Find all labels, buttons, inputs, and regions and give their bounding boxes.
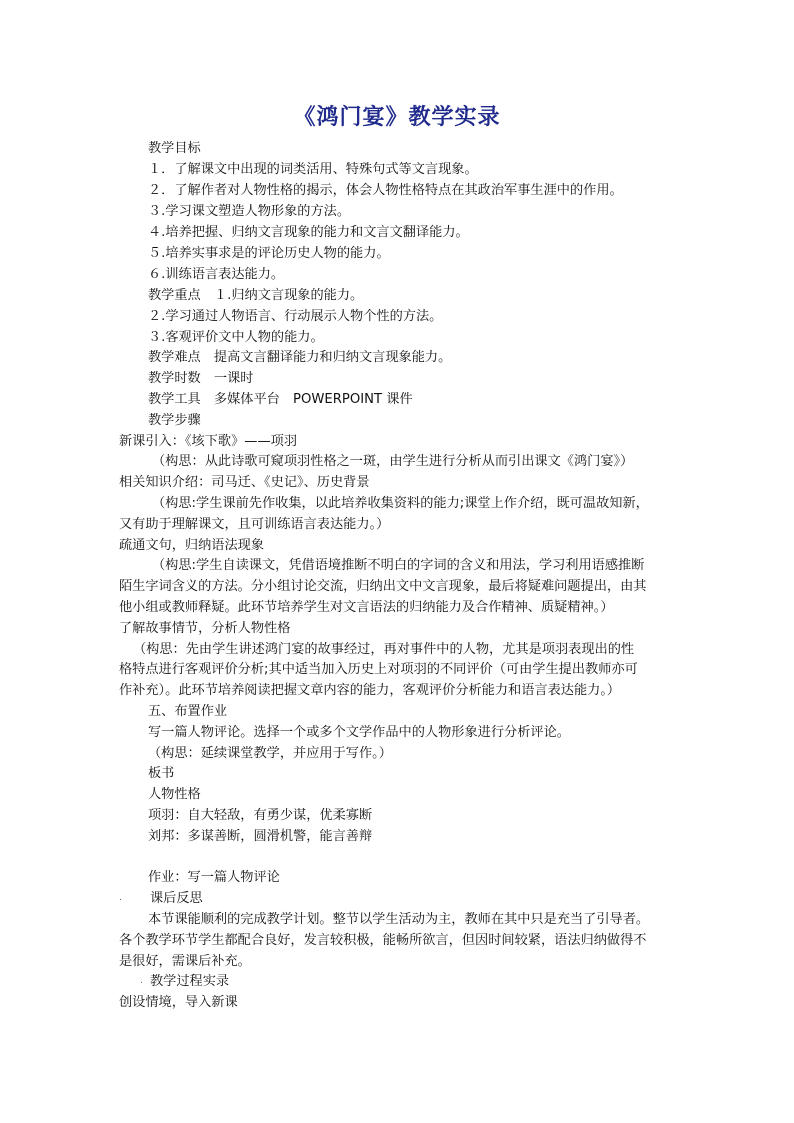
objective-item: ６.训练语言表达能力。 xyxy=(148,267,285,282)
reflection-line: 各个教学环节学生都配合良好，发言较积极，能畅所欲言，但因时间较紧，语法归纳做得不 xyxy=(119,933,647,948)
intro-note: （构思：从此诗歌可窥项羽性格之一斑，由学生进行分析从而引出课文《鸿门宴》） xyxy=(152,454,634,469)
focus-line: ２.学习通过人物语言、行动展示人物个性的方法。 xyxy=(148,309,443,324)
text-study-heading: 疏通文句，归纳语法现象 xyxy=(119,538,265,553)
document-title: 《鸿门宴》教学实录 xyxy=(293,104,501,130)
homework-note: （构思：延续课堂教学，并应用于写作。） xyxy=(148,746,392,761)
background-note-line: 又有助于理解课文，且可训练语言表达能力。） xyxy=(119,517,390,532)
homework-heading: 五、布置作业 xyxy=(148,704,228,719)
record-first-line: 创设情境，导入新课 xyxy=(119,995,238,1010)
intro-heading: 新课引入：《垓下歌》——项羽 xyxy=(119,434,298,449)
focus-line: 教学重点 １.归纳文言现象的能力。 xyxy=(148,288,364,303)
objective-item: ４.培养把握、归纳文言现象的能力和文言文翻译能力。 xyxy=(148,225,469,240)
objectives-heading: 教学目标 xyxy=(148,141,201,156)
board-heading: 板书 xyxy=(148,766,175,781)
board-liubang: 刘邦：多谋善断，圆滑机警，能言善辩 xyxy=(148,829,373,844)
text-study-note-line: 他小组或教师释疑。此环节培养学生对文言语法的归纳能力及合作精神、质疑精神。） xyxy=(119,600,614,615)
story-heading: 了解故事情节，分析人物性格 xyxy=(119,621,291,636)
board-assignment: 作业：写一篇人物评论 xyxy=(148,870,280,885)
background-heading: 相关知识介绍：司马迁、《史记》、历史背景 xyxy=(119,475,370,490)
difficulty-line: 教学难点 提高文言翻译能力和归纳文言现象能力。 xyxy=(148,350,452,365)
story-note-line: 格特点进行客观评价分析;其中适当加入历史上对项羽的不同评价（可由学生提出教师亦可 xyxy=(119,662,638,677)
story-note-line: （构思：先由学生讲述鸿门宴的故事经过，再对事件中的人物，尤其是项羽表现出的性 xyxy=(133,642,635,657)
board-xiangyu: 项羽：自大轻敌，有勇少谋，优柔寡断 xyxy=(148,808,373,823)
objective-item: ２．了解作者对人物性格的揭示，体会人物性格特点在其政治军事生涯中的作用。 xyxy=(148,183,623,198)
homework-task: 写一篇人物评论。选择一个或多个文学作品中的人物形象进行分析评论。 xyxy=(148,725,570,740)
bullet-mark: . xyxy=(140,976,143,986)
objective-item: ５.培养实事求是的评论历史人物的能力。 xyxy=(148,246,390,261)
text-study-note-line: 陌生字词含义的方法。分小组讨论交流，归纳出文中文言现象，最后将疑难问题提出，由其 xyxy=(119,579,647,594)
objective-item: ３.学习课文塑造人物形象的方法。 xyxy=(148,204,351,219)
bullet-mark: . xyxy=(119,893,122,903)
reflection-line: 本节课能顺利的完成教学计划。整节以学生活动为主，教师在其中只是充当了引导者。 xyxy=(148,912,650,927)
steps-heading: 教学步骤 xyxy=(148,413,201,428)
focus-line: ３.客观评价文中人物的能力。 xyxy=(148,330,324,345)
record-heading: 教学过程实录 xyxy=(150,974,230,989)
hours-line: 教学时数 一课时 xyxy=(148,371,254,386)
text-study-note-line: （构思:学生自读课文，凭借语境推断不明白的字词的含义和用法，学习利用语感推断 xyxy=(152,558,645,573)
tools-line: 教学工具 多媒体平台 POWERPOINT 课件 xyxy=(148,392,413,407)
reflection-line: 是很好，需课后补充。 xyxy=(119,954,251,969)
background-note-line: （构思:学生课前先作收集，以此培养收集资料的能力;课堂上作介绍，既可温故知新， xyxy=(152,496,649,511)
board-subheading: 人物性格 xyxy=(148,787,201,802)
story-note-line: 作补充）。此环节培养阅读把握文章内容的能力，客观评价分析能力和语言表达能力。） xyxy=(119,683,621,698)
reflection-heading: 课后反思 xyxy=(150,891,203,906)
objective-item: １．了解课文中出现的词类活用、特殊句式等文言现象。 xyxy=(148,162,478,177)
